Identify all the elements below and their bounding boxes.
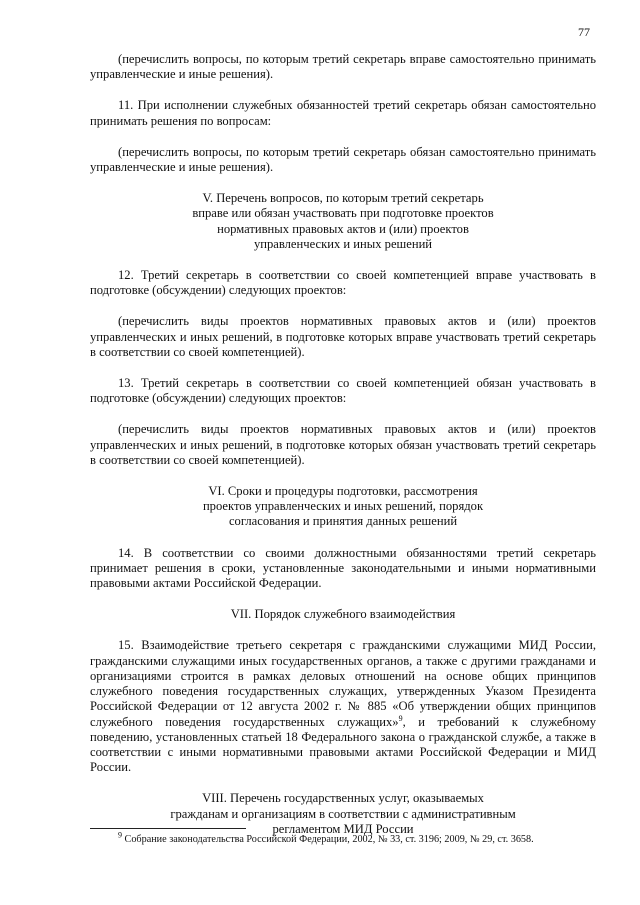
page-number: 77 — [578, 25, 590, 39]
paragraph-note-4: (перечислить виды проектов нормативных правовых актов и (или) проектов управленческих и иных решений, в подготовке которых обязан участвовать третий секретарь в соответствии со своей компетенцией). — [90, 422, 596, 467]
paragraph-12: 12. Третий секретарь в соответствии со своей компетенцией вправе участвовать в подготовке (обсуждении) следующих проектов: — [90, 268, 596, 298]
heading-line: управленческих и иных решений — [253, 236, 433, 251]
section-heading-vii: VII. Порядок служебного взаимодействия — [230, 607, 456, 622]
footnote-ref: 9 — [398, 713, 403, 723]
heading-line: вправе или обязан участвовать при подготовке проектов — [192, 206, 494, 221]
footnote-marker: 9 — [118, 830, 122, 840]
heading-line: VI. Сроки и процедуры подготовки, рассмотрения — [208, 484, 478, 499]
section-heading-vi — [90, 484, 596, 530]
section-heading-viii — [90, 791, 596, 837]
footnote-text: Собрание законодательства Российской Федерации, 2002, № 33, ст. 3196; 2009, № 29, ст. 3658. — [122, 834, 534, 845]
paragraph-13: 13. Третий секретарь в соответствии со своей компетенцией обязан участвовать в подготовке (обсуждении) следующих проектов: — [90, 376, 596, 406]
heading-line: V. Перечень вопросов, по которым третий секретарь — [202, 191, 484, 206]
heading-line: нормативных правовых актов и (или) проектов — [217, 221, 469, 236]
section-heading-v — [90, 191, 596, 252]
heading-line: согласования и принятия данных решений — [228, 514, 458, 529]
footnote — [90, 830, 596, 846]
paragraph-15 — [90, 638, 596, 775]
document-body — [90, 52, 596, 837]
heading-line: регламентом МИД России — [272, 821, 414, 836]
heading-line: проектов управленческих и иных решений, порядок — [202, 499, 484, 514]
paragraph-note-2: (перечислить вопросы, по которым третий секретарь обязан самостоятельно принимать управленческие и иные решения). — [90, 144, 596, 175]
paragraph-11: 11. При исполнении служебных обязанностей третий секретарь обязан самостоятельно принимать решения по вопросам: — [90, 98, 596, 128]
paragraph-15-text-b: , и требований к служебному поведению, установленных статьей 18 Федерального закона о гражданской службе, а также в соответствии с иными нормативными правовыми актами Российской Федерации и МИД России. — [90, 714, 596, 775]
footnote-separator — [90, 828, 246, 829]
paragraph-note-1: (перечислить вопросы, по которым третий секретарь вправе самостоятельно принимать управленческие и иные решения). — [90, 52, 596, 82]
heading-line: VIII. Перечень государственных услуг, оказываемых — [202, 791, 484, 806]
paragraph-14: 14. В соответствии со своими должностными обязанностями третий секретарь принимает решения в сроки, установленные законодательными и иными нормативными правовыми актами Российской Федерации. — [90, 545, 596, 591]
paragraph-note-3: (перечислить виды проектов нормативных правовых актов и (или) проектов управленческих и иных решений, в подготовке которых вправе участвовать третий секретарь в соответствии со своей компетенцией). — [90, 314, 596, 359]
paragraph-15-text-a: 15. Взаимодействие третьего секретаря с гражданскими служащими МИД России, гражданскими служащими иных государственных органов, а также с другими гражданами и организациями строится в рамках деловых отношений на основе общих принципов служебного поведения государственных служащих, утвержденных Указом Президента Российской Федерации от 12 августа 2002 г. № 885 «Об утверждении общих принципов служебного поведения государственных служащих» — [90, 638, 596, 729]
heading-line: гражданам и организациям в соответствии с административным — [170, 806, 516, 821]
